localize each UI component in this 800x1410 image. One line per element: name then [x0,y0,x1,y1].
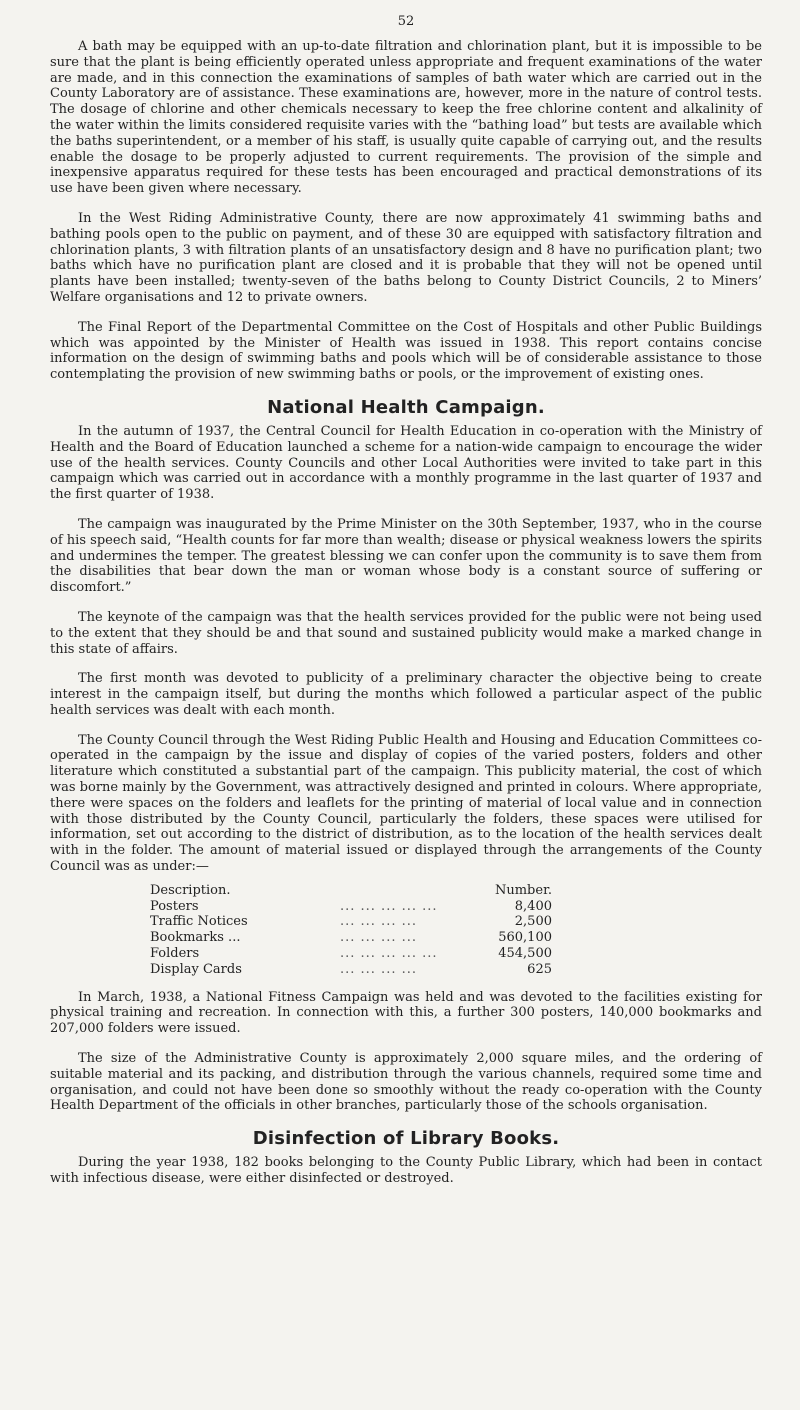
table-row [150,962,552,978]
material-issued-table [150,883,552,978]
paragraph: During the year 1938, 182 books belonging to the County Public Library, which had been in contact with infectious disease, were either disinfected or destroyed. [50,1155,762,1187]
table-row [150,914,552,930]
row-leader-dots: ... ... ... ... [340,914,417,930]
paragraph: A bath may be equipped with an up-to-date filtration and chlorination plant, but it is impossible to be sure that the plant is being efficiently operated unless appropriate and frequent examinations of the water are made, and in this connection the examinations of samples of bath water which are carried out in the County Laboratory are of assistance. These examinations are, however, more in the nature of control tests. The dosage of chlorine and other chemicals necessary to keep the free chlorine content and alkalinity of the water within the limits considered requisite varies with the “bathing load” but tests are available which the baths superintendent, or a member of his staff, is usually quite capable of carrying out, and the results enable the dosage to be properly adjusted to current requirements. The provision of the simple and inexpensive apparatus required for these tests has been encouraged and practical demonstrations of its use have been given where necessary. [50,39,762,197]
paragraph: The campaign was inaugurated by the Prime Minister on the 30th September, 1937, who in the course of his speech said, “Health counts for far more than wealth; disease or physical weakness lowers the spirits and undermines the temper. The greatest blessing we can confer upon the community is to save them from the disabilities that bear down the man or woman whose body is a constant source of suffering or discomfort.” [50,516,762,596]
page-number: 52 [397,14,415,29]
table-row [150,930,552,946]
paragraph: The Final Report of the Departmental Committee on the Cost of Hospitals and other Public Buildings which was appointed by the Minister of Health was issued in 1938. This report contains concise information on the design of swimming baths and pools which will be of considerable assistance to those contemplating the provision of new swimming baths or pools, or the improvement of existing ones. [50,319,762,383]
row-number: 8,400 [514,898,552,914]
paragraph: The first month was devoted to publicity of a preliminary character the objective being to create interest in the campaign itself, but during the months which followed a particular aspect of the public health services was dealt with each month. [50,671,762,718]
row-description: Traffic Notices [150,914,248,930]
section-national-health-campaign [50,424,762,875]
row-leader-dots: ... ... ... ... ... [340,946,438,962]
row-description: Folders [150,946,200,962]
row-description: Bookmarks ... [150,930,241,946]
row-number: 454,500 [498,946,552,962]
table-row [150,899,552,915]
heading-disinfection-library-books: Disinfection of Library Books. [252,1128,560,1150]
paragraph: The County Council through the West Riding Public Health and Housing and Education Committees co-operated in the campaign by the issue and display of copies of the varied posters, folders and other literature which constituted a substantial part of the campaign. This publicity material, the cost of which was borne mainly by the Government, was attractively designed and printed in colours. Where appropriate, there were spaces on the folders and leaflets for the printing of material of local value and in connection with those distributed by the County Council, particularly the folders, these spaces were utilised for information, set out according to the district of distribution, as to the location of the health services dealt with in the folder. The amount of material issued or displayed through the arrangements of the County Council was as under:— [50,732,762,875]
row-number: 625 [527,961,552,977]
section-fitness-campaign [50,990,762,1115]
paragraph: The keynote of the campaign was that the health services provided for the public were not being used to the extent that they should be and that sound and sustained publicity would make a marked change in this state of affairs. [50,609,762,657]
row-leader-dots: ... ... ... ... [340,930,417,946]
paragraph: In the West Riding Administrative County, there are now approximately 41 swimming baths and bathing pools open to the public on payment, and of these 30 are equipped with satisfactory filtration and chlorination plants, 3 with filtration plants of an unsatisfactory design and 8 have no purification plant; two baths which have no purification plant are closed and it is probable that they will not be opened until plants have been installed; twenty-seven of the baths belong to County District Councils, 2 to Miners’ Welfare organisations and 12 to private owners. [50,210,762,305]
header-number: Number. [494,882,552,898]
row-leader-dots: ... ... ... ... [340,961,417,977]
paragraph: The size of the Administrative County is approximately 2,000 square miles, and the ordering of suitable material and its packing, and distribution through the various channels, required some time and organisation, and could not have been done so smoothly without the ready co-operation with the County Health Department of the officials in other branches, particularly those of the schools organisation. [50,1051,762,1114]
paragraph: In the autumn of 1937, the Central Council for Health Education in co-operation with the Ministry of Health and the Board of Education launched a scheme for a nation-wide campaign to encourage the wider use of the health services. County Councils and other Local Authorities were invited to take part in this campaign which was carried out in accordance with a monthly programme in the last quarter of 1937 and the first quarter of 1938. [50,423,762,503]
table-row [150,946,552,962]
header-description: Description. [150,882,231,898]
table-header-row [150,883,552,899]
header-spacer [340,883,482,899]
section-swimming-baths [50,39,762,383]
paragraph: In March, 1938, a National Fitness Campaign was held and was devoted to the facilities existing for physical training and recreation. In connection with this, a further 300 posters, 140,000 bookmarks and 207,000 folders were issued. [50,989,762,1037]
document-page [50,14,762,1187]
row-description: Posters [150,898,199,914]
section-disinfection [50,1155,762,1187]
row-number: 2,500 [514,914,552,930]
row-description: Display Cards [150,961,242,977]
row-leader-dots: ... ... ... ... ... [340,898,438,914]
heading-national-health-campaign: National Health Campaign. [267,396,545,418]
row-number: 560,100 [498,930,552,946]
